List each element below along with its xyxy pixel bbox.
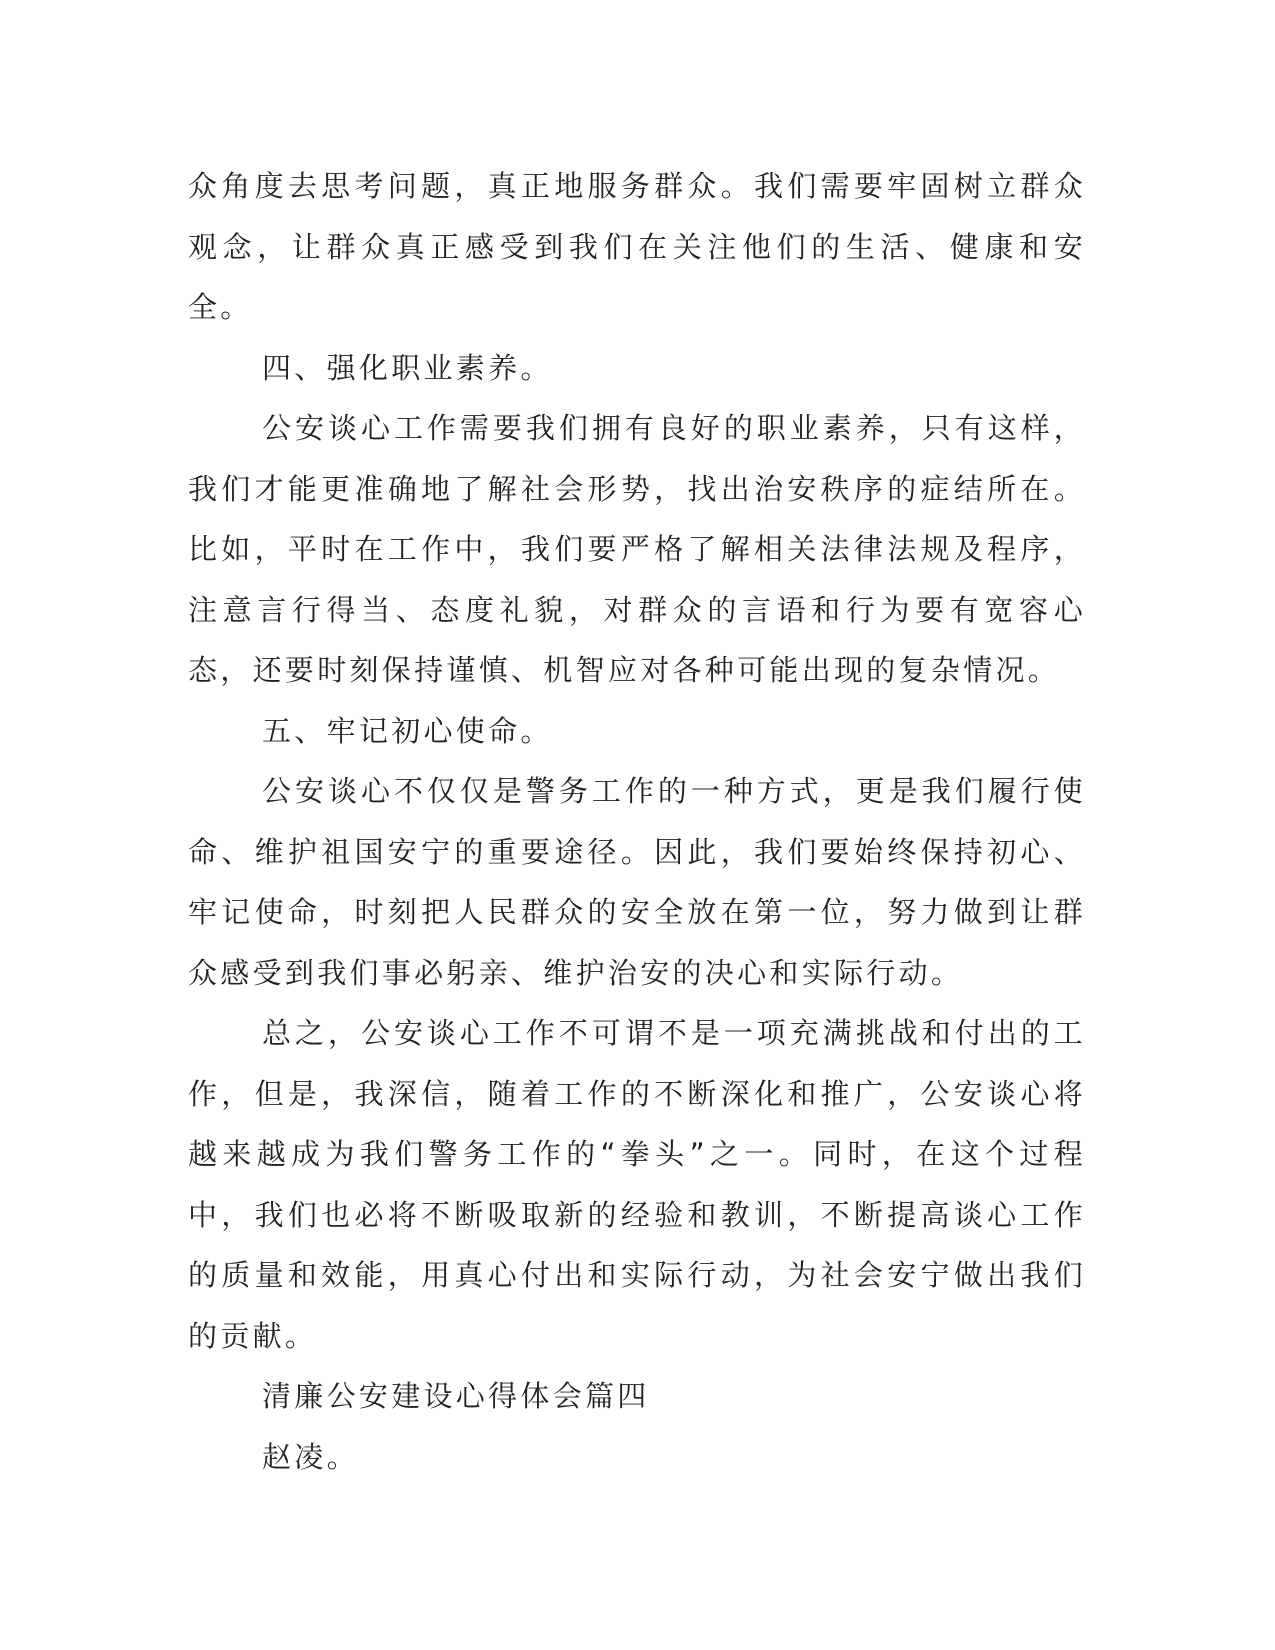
paragraph-professional-quality: 公安谈心工作需要我们拥有良好的职业素养，只有这样，我们才能更准确地了解社会形势，找出治安秩序的症结所在。比如，平时在工作中，我们要严格了解相关法律法规及程序，注意言行得当、态度礼貌，对群众的言语和行为要有宽容心态，还要时刻保持谨慎、机智应对各种可能出现的复杂情况。 xyxy=(188,411,1086,687)
paragraph-conclusion: 总之，公安谈心工作不可谓不是一项充满挑战和付出的工作，但是，我深信，随着工作的不断深化和推广，公安谈心将越来越成为我们警务工作的“拳头”之一。同时，在这个过程中，我们也必将不断吸取新的经验和教训，不断提高谈心工作的质量和效能，用真心付出和实际行动，为社会安宁做出我们的贡献。 xyxy=(188,1016,1086,1353)
paragraph-continued: 众角度去思考问题，真正地服务群众。我们需要牢固树立群众观念，让群众真正感受到我们在关注他们的生活、健康和安全。 xyxy=(188,169,1086,324)
paragraph-mission: 公安谈心不仅仅是警务工作的一种方式，更是我们履行使命、维护祖国安宁的重要途径。因此，我们要始终保持初心、牢记使命，时刻把人民群众的安全放在第一位，努力做到让群众感受到我们事必躬亲、维护治安的决心和实际行动。 xyxy=(188,774,1086,990)
section-heading-5: 五、牢记初心使命。 xyxy=(262,713,553,748)
section-heading-4: 四、强化职业素养。 xyxy=(262,350,553,385)
document-body xyxy=(188,156,1086,1487)
author-name: 赵凌。 xyxy=(262,1439,359,1474)
article-title: 清廉公安建设心得体会篇四 xyxy=(262,1379,650,1413)
